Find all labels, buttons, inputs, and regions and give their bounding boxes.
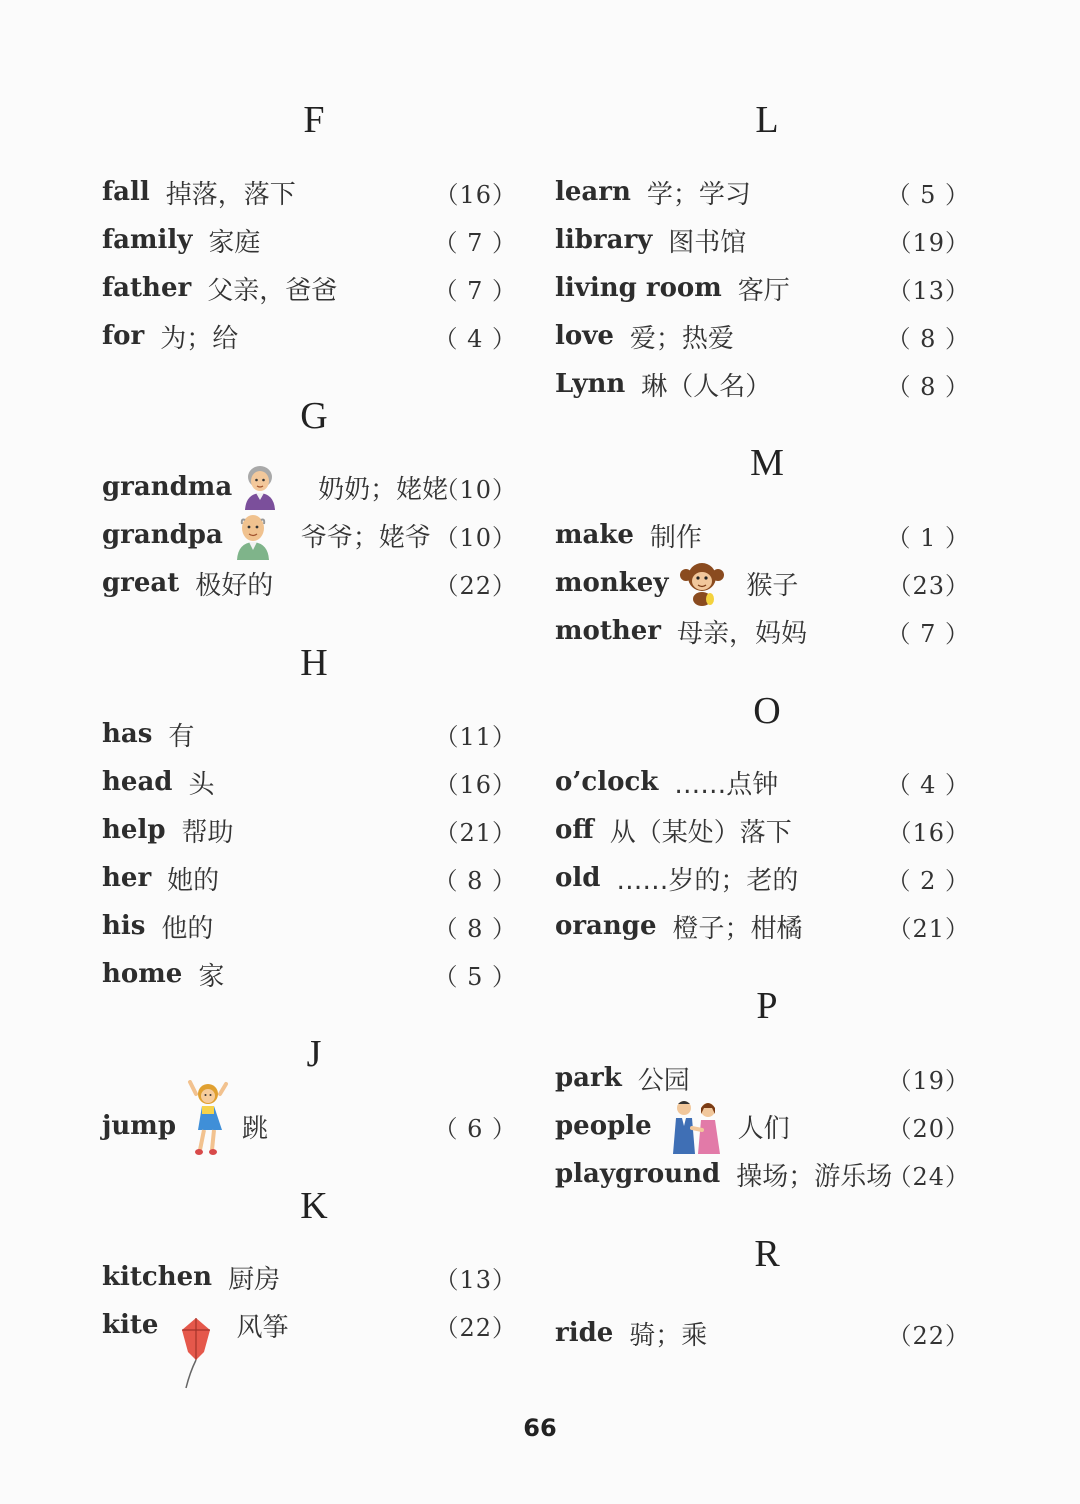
entry-page: （24） <box>887 1162 970 1191</box>
entry-meaning: 公园 <box>637 1065 690 1096</box>
entry-row <box>102 465 517 509</box>
entry-meaning: 猴子 <box>746 570 799 601</box>
entry-word: grandma <box>102 472 233 502</box>
entry-meaning: ……岁的；老的 <box>616 865 799 896</box>
entry-row <box>102 218 517 262</box>
entry-page: （21） <box>434 818 517 847</box>
entry-word: make <box>555 520 634 550</box>
entry-row <box>555 362 970 406</box>
entry-page: （ 5 ） <box>433 962 517 991</box>
section-letter-h: H <box>300 642 328 684</box>
entry-meaning: 骑；乘 <box>629 1320 708 1351</box>
entry-meaning: 风筝 <box>236 1312 289 1343</box>
section-letter-k: K <box>300 1185 328 1227</box>
entry-word: jump <box>102 1111 177 1141</box>
entry-row <box>102 1303 517 1347</box>
entry-page: （22） <box>434 1313 517 1342</box>
section-letter-m: M <box>750 442 784 484</box>
entry-page: （21） <box>887 914 970 943</box>
entry-meaning: 客厅 <box>737 275 790 306</box>
entry-row <box>555 1152 970 1196</box>
entry-meaning: 为；给 <box>160 323 239 354</box>
entry-word: mother <box>555 616 662 646</box>
entry-page: （19） <box>887 228 970 257</box>
entry-meaning: 头 <box>188 769 215 800</box>
entry-word: playground <box>555 1159 721 1189</box>
entry-meaning: 跳 <box>242 1113 269 1144</box>
entry-row <box>102 952 517 996</box>
section-letter-g: G <box>300 395 328 437</box>
entry-row <box>102 314 517 358</box>
entry-meaning: 学；学习 <box>646 179 751 210</box>
entry-word: family <box>102 225 193 255</box>
entry-word: kitchen <box>102 1262 213 1292</box>
entry-page: （22） <box>434 571 517 600</box>
section-letter-f: F <box>303 99 325 141</box>
entry-page: （16） <box>434 770 517 799</box>
entry-row <box>555 1056 970 1100</box>
entry-page: （ 7 ） <box>886 619 970 648</box>
entry-meaning: 极好的 <box>195 570 274 601</box>
entry-meaning: 父亲，爸爸 <box>207 275 338 306</box>
entry-meaning: 人们 <box>737 1113 790 1144</box>
entry-page: （22） <box>887 1321 970 1350</box>
entry-page: （ 5 ） <box>886 180 970 209</box>
entry-page: （ 7 ） <box>433 228 517 257</box>
entry-meaning: 家庭 <box>208 227 261 258</box>
entry-meaning: 爱；热爱 <box>629 323 734 354</box>
entry-meaning: 掉落，落下 <box>165 179 296 210</box>
grandpa-picture-icon <box>233 510 273 560</box>
section-letter-r: R <box>754 1233 780 1275</box>
entry-page: （ 6 ） <box>433 1114 517 1143</box>
entry-word: Lynn <box>555 369 626 399</box>
entry-word: library <box>555 225 653 255</box>
entry-word: has <box>102 719 153 749</box>
entry-meaning: 厨房 <box>228 1264 281 1295</box>
entry-page: （11） <box>434 722 517 751</box>
entry-page: （ 4 ） <box>886 770 970 799</box>
entry-word: old <box>555 863 601 893</box>
kite-icon <box>176 1316 216 1390</box>
entry-page: （16） <box>887 818 970 847</box>
entry-meaning: 图书馆 <box>668 227 747 258</box>
entry-meaning: 琳（人名） <box>641 371 772 402</box>
entry-row <box>555 856 970 900</box>
entry-row <box>555 218 970 262</box>
entry-word: ride <box>555 1318 614 1348</box>
entry-page: （16） <box>434 180 517 209</box>
entry-word: kite <box>102 1310 159 1340</box>
entry-meaning: 橙子；柑橘 <box>672 913 803 944</box>
entry-row <box>102 170 517 214</box>
jumping-girl-icon <box>186 1080 232 1160</box>
entry-page: （13） <box>434 1265 517 1294</box>
entry-word: father <box>102 273 192 303</box>
entry-word: o’clock <box>555 767 659 797</box>
entry-row <box>102 1255 517 1299</box>
entry-page: （ 2 ） <box>886 866 970 895</box>
entry-page: （ 4 ） <box>433 324 517 353</box>
section-letter-l: L <box>755 99 779 141</box>
entry-word: living room <box>555 273 722 303</box>
page-number: 66 <box>523 1414 557 1442</box>
entry-meaning: 她的 <box>167 865 220 896</box>
entry-word: love <box>555 321 614 351</box>
entry-word: people <box>555 1111 652 1141</box>
entry-row <box>555 513 970 557</box>
entry-row <box>555 1104 970 1148</box>
entry-row <box>102 561 517 605</box>
entry-meaning: ……点钟 <box>674 769 779 800</box>
entry-meaning: 有 <box>168 721 195 752</box>
people-icon <box>668 1098 724 1154</box>
entry-page: （20） <box>887 1114 970 1143</box>
entry-page: （ 8 ） <box>433 914 517 943</box>
entry-page: （ 8 ） <box>886 372 970 401</box>
entry-row <box>102 1104 517 1148</box>
entry-row <box>102 856 517 900</box>
entry-word: head <box>102 767 173 797</box>
entry-page: （23） <box>887 571 970 600</box>
entry-row <box>555 170 970 214</box>
entry-word: off <box>555 815 594 845</box>
section-letter-o: O <box>753 690 781 732</box>
entry-word: help <box>102 815 166 845</box>
entry-word: her <box>102 863 152 893</box>
entry-word: learn <box>555 177 631 207</box>
entry-word: park <box>555 1063 622 1093</box>
entry-meaning: 从（某处）落下 <box>609 817 792 848</box>
entry-meaning: 制作 <box>649 522 702 553</box>
entry-row <box>555 904 970 948</box>
entry-row <box>102 808 517 852</box>
entry-page: （10） <box>434 523 517 552</box>
entry-word: for <box>102 321 145 351</box>
entry-row <box>555 314 970 358</box>
entry-page: （ 8 ） <box>886 324 970 353</box>
entry-word: grandpa <box>102 520 223 550</box>
entry-word: orange <box>555 911 657 941</box>
entry-row <box>555 609 970 653</box>
entry-page: （ 1 ） <box>886 523 970 552</box>
entry-row <box>102 760 517 804</box>
entry-word: fall <box>102 177 150 207</box>
entry-page: （13） <box>887 276 970 305</box>
entry-row <box>555 561 970 605</box>
entry-meaning: 爷爷；姥爷 <box>300 522 431 553</box>
entry-page: （19） <box>887 1066 970 1095</box>
entry-row <box>102 712 517 756</box>
entry-page: （ 7 ） <box>433 276 517 305</box>
entry-meaning: 家 <box>198 961 225 992</box>
entry-row <box>102 513 517 557</box>
entry-row <box>555 266 970 310</box>
entry-row <box>555 1311 970 1355</box>
entry-meaning: 母亲，妈妈 <box>677 618 808 649</box>
section-letter-j: J <box>306 1033 322 1075</box>
entry-word: great <box>102 568 180 598</box>
entry-word: monkey <box>555 568 669 598</box>
entry-meaning: 奶奶；姥姥 <box>318 474 449 505</box>
entry-row <box>555 760 970 804</box>
section-letter-p: P <box>756 985 778 1027</box>
entry-row <box>102 266 517 310</box>
entry-page: （10） <box>434 475 517 504</box>
entry-meaning: 帮助 <box>181 817 234 848</box>
entry-row <box>555 808 970 852</box>
entry-row <box>102 904 517 948</box>
entry-word: his <box>102 911 146 941</box>
monkey-icon <box>678 559 726 607</box>
entry-meaning: 操场；游乐场 <box>736 1161 893 1192</box>
grandma-picture-icon <box>242 464 278 510</box>
entry-word: home <box>102 959 183 989</box>
entry-meaning: 他的 <box>161 913 214 944</box>
entry-page: （ 8 ） <box>433 866 517 895</box>
